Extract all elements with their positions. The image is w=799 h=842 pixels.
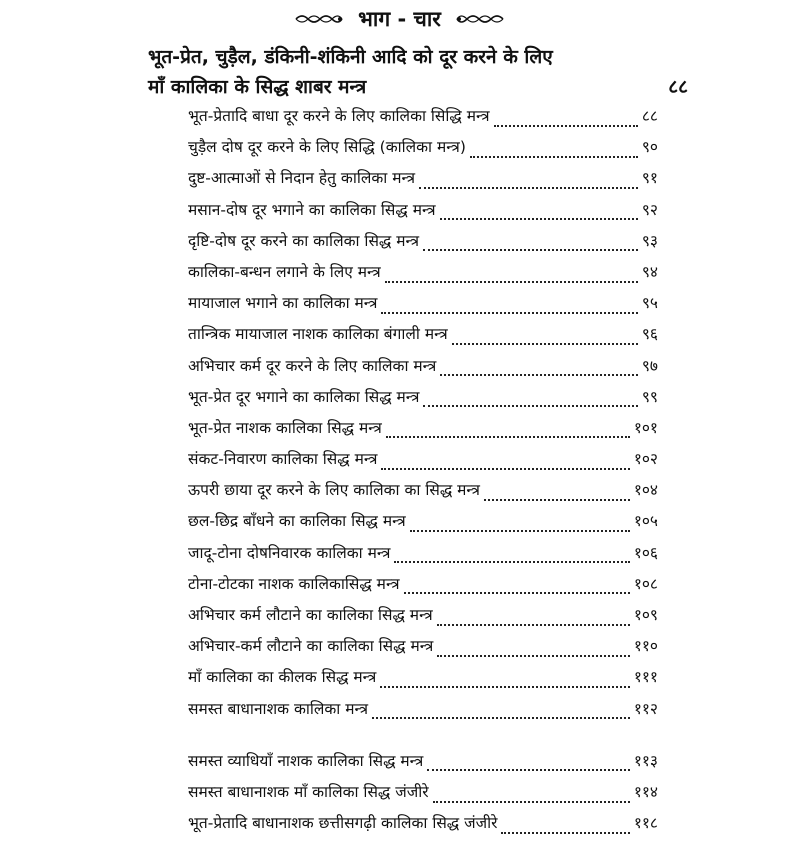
toc-leader-dots [423,405,638,407]
toc-entry-title: दुष्ट-आत्माओं से निदान हेतु कालिका मन्त्र [188,169,416,188]
toc-leader-dots [394,561,629,563]
toc-entry [188,385,658,416]
toc-entry-page: ८८ [641,107,658,125]
toc-leader-dots [494,125,638,127]
toc-entry-page: १११ [633,668,658,687]
toc-entry-page: ११३ [633,751,658,770]
toc-entry-title: भूत-प्रेत दूर भगाने का कालिका सिद्ध मन्त्र [188,387,420,406]
toc-entry [188,416,658,447]
toc-leader-dots [437,655,629,657]
toc-entry-page: १०५ [633,512,658,531]
toc-leader-dots [385,281,638,283]
toc-entry-title: संकट-निवारण कालिका सिद्ध मन्त्र [188,450,378,469]
toc-entry-title: भूत-प्रेतादि बाधा दूर करने के लिए कालिका सिद्धि मन्त्र [188,107,490,125]
toc-entry-page: १०१ [633,418,658,437]
part-heading-text: भाग - चार [358,7,441,31]
toc-entry-page: ९४ [641,262,658,281]
toc-entry [188,447,658,478]
toc-leader-dots [386,436,630,438]
toc-entry-page: १०२ [633,450,658,469]
toc-entry [188,354,658,385]
section-title-row [148,72,688,102]
toc-entry-page: ११२ [633,699,658,718]
toc-entry-title: अभिचार-कर्म लौटाने का कालिका सिद्ध मन्त्र [188,637,434,656]
toc-leader-dots [440,218,638,220]
toc-entry [188,104,658,135]
left-ornament-icon [294,12,344,26]
section-title-line2: माँ कालिका के सिद्ध शाबर मन्त्र [148,76,367,98]
toc-entry-title: अभिचार कर्म लौटाने का कालिका सिद्ध मन्त्र [188,606,433,624]
toc-leader-dots [372,717,630,719]
toc-entry-page: ९१ [641,169,658,188]
toc-entry [188,697,658,728]
toc-entry [188,291,658,322]
toc-entry-title: चुड़ैल दोष दूर करने के लिए सिद्धि (कालिका मन्त्र) [188,138,466,157]
toc-leader-dots [501,832,629,834]
toc-entry-title: ऊपरी छाया दूर करने के लिए कालिका का सिद्ध मन्त्र [188,481,480,500]
toc-entry [188,780,658,811]
toc-entry-title: टोना-टोटका नाशक कालिकासिद्ध मन्त्र [188,574,400,593]
toc-leader-dots [410,530,630,532]
section-title [148,42,688,102]
toc-entry [188,198,658,229]
toc-entry-page: ९२ [641,200,658,219]
toc-entry [188,603,658,634]
toc-entry-title: जादू-टोना दोषनिवारक कालिका मन्त्र [188,543,391,562]
toc-entry-title: समस्त बाधानाशक माँ कालिका सिद्ध जंजीरे [188,782,429,801]
toc-entry [188,135,658,166]
toc-leader-dots [470,156,638,158]
toc-entry-title: दृष्टि-दोष दूर करने का कालिका सिद्ध मन्त्र [188,231,420,250]
toc-entry-page: ९९ [641,387,658,406]
toc-entry-title: तान्त्रिक मायाजाल नाशक कालिका बंगाली मन्त्र [188,325,448,344]
toc-list [188,104,658,842]
toc-entry-page: ९० [641,138,658,157]
toc-leader-dots [423,249,638,251]
toc-entry-title: अभिचार कर्म दूर करने के लिए कालिका मन्त्र [188,356,437,375]
toc-leader-dots [484,499,630,501]
toc-entry-title: मायाजाल भगाने का कालिका मन्त्र [188,294,378,313]
toc-leader-dots [404,592,630,594]
toc-leader-dots [380,686,630,688]
toc-entry [188,229,658,260]
section-page-number: ८८ [668,76,688,98]
toc-entry-page: ११० [633,637,658,656]
section-title-line1: भूत-प्रेत, चुड़ैल, डंकिनी-शंकिनी आदि को दूर करने के लिए [148,46,553,68]
toc-leader-dots [433,801,630,803]
toc-entry [188,572,658,603]
toc-entry [188,509,658,540]
toc-entry-title: मसान-दोष दूर भगाने का कालिका सिद्ध मन्त्र [188,200,436,219]
toc-leader-dots [440,374,638,376]
part-heading [0,4,799,34]
toc-entry [188,749,658,780]
toc-leader-dots [381,468,629,470]
toc-leader-dots [419,187,638,189]
toc-entry-page: ११८ [633,814,658,833]
right-ornament-icon [455,12,505,26]
toc-entry [188,541,658,572]
toc-entry-page: ९५ [641,294,658,313]
toc-entry-title: माँ कालिका का कीलक सिद्ध मन्त्र [188,668,377,687]
toc-entry-page: १०८ [633,574,658,593]
toc-leader-dots [381,312,637,314]
toc-entry-page: १०४ [633,481,658,500]
toc-entry [188,260,658,291]
toc-entry [188,478,658,509]
toc-entry [188,665,658,696]
toc-entry [188,322,658,353]
toc-entry-page: ९३ [641,231,658,250]
toc-entry-page: ९६ [641,325,658,344]
toc-entry-page: १०९ [633,606,658,624]
toc-entry-title: भूत-प्रेतादि बाधानाशक छत्तीसगढ़ी कालिका सिद्ध जंजीरे [188,814,498,833]
toc-entry-page: ९७ [641,356,658,375]
toc-entry-title: कालिका-बन्धन लगाने के लिए मन्त्र [188,262,381,281]
toc-entry [188,634,658,665]
toc-entry-title: छल-छिद्र बाँधने का कालिका सिद्ध मन्त्र [188,512,406,531]
toc-entry-title: भूत-प्रेत नाशक कालिका सिद्ध मन्त्र [188,418,382,437]
toc-entry [188,166,658,197]
toc-entry-page: १०६ [633,543,658,562]
toc-leader-dots [452,343,638,345]
toc-entry-title: समस्त व्याधियाँ नाशक कालिका सिद्ध मन्त्र [188,751,424,770]
toc-entry [188,811,658,842]
toc-entry-title: समस्त बाधानाशक कालिका मन्त्र [188,699,369,718]
toc-leader-dots [427,769,630,771]
toc-entry-page: ११४ [633,782,658,801]
toc-leader-dots [437,624,630,626]
